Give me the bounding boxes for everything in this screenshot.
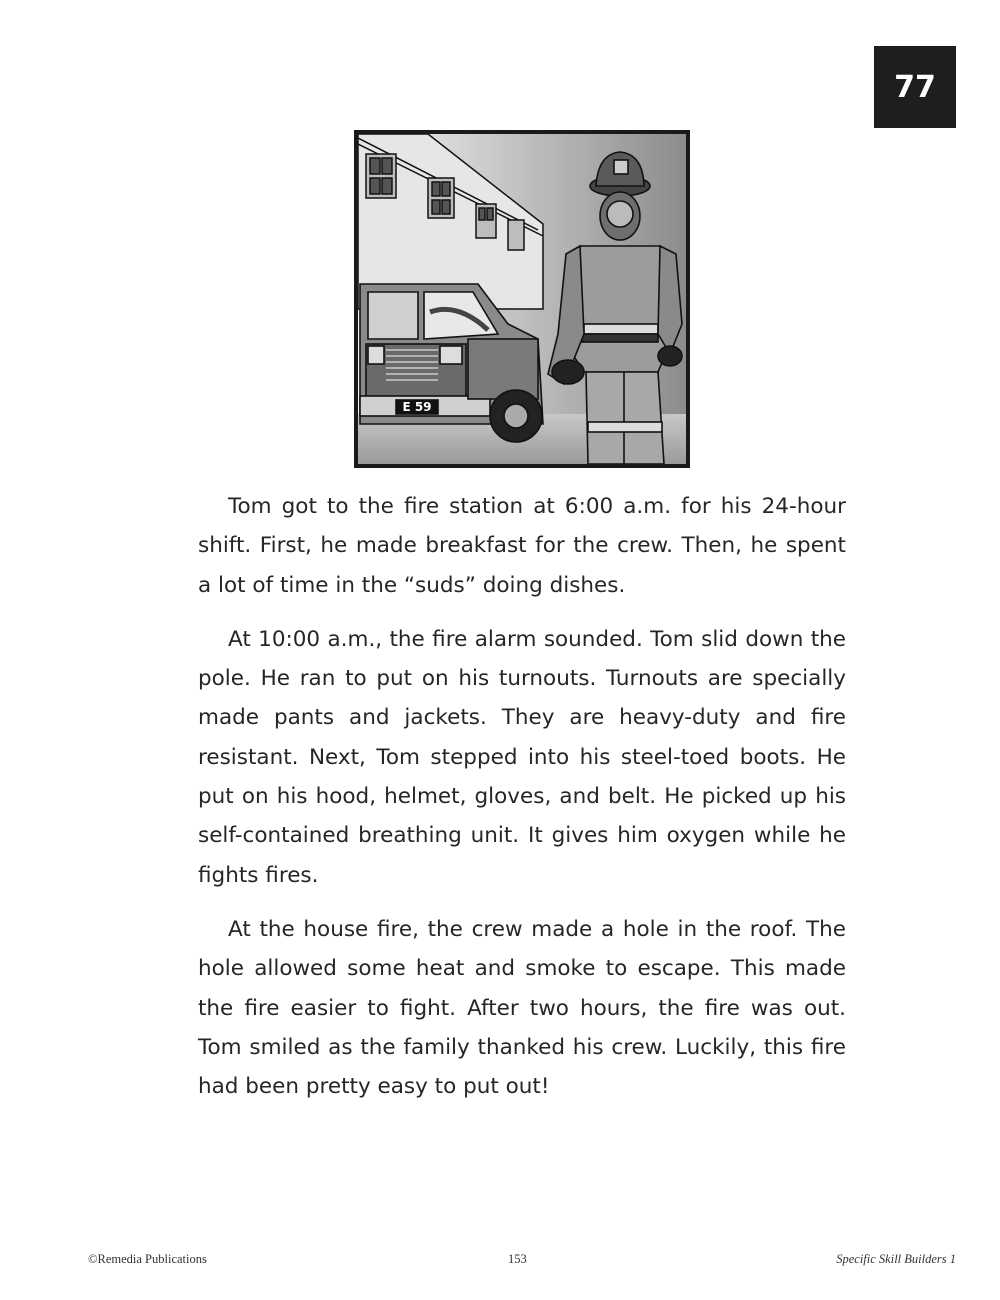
truck-plate-label: E 59 — [402, 400, 432, 414]
story-paragraph: Tom got to the fire station at 6:00 a.m. for his 24-hour shift. First, he made breakfast for the crew. Then, he spent a lot of time in the “suds” doing dishes. — [198, 494, 846, 598]
firefighter-illustration — [354, 130, 690, 468]
page-footer — [88, 1252, 958, 1272]
story-paragraph: At the house fire, the crew made a hole in the roof. The hole allowed some heat and smoke to escape. This made the fire easier to fight. After two hours, the fire was out. Tom smiled as the family thanked his crew. Luckily, this fire had been pretty easy to put out! — [198, 916, 846, 1100]
story-paragraph: At 10:00 a.m., the fire alarm sounded. Tom slid down the pole. He ran to put on his turnouts. Turnouts are specially made pants and jackets. They are heavy-duty and fire resistant. Next, Tom stepped into his steel-toed boots. He put on his hood, helmet, gloves, and belt. He picked up his self-contained breathing unit. It gives him oxygen while he fights fires. — [198, 626, 846, 888]
badge-number: 77 — [894, 69, 936, 105]
footer-series-title: Specific Skill Builders 1 — [836, 1252, 956, 1266]
page-number-badge — [874, 46, 956, 128]
footer-publisher: ©Remedia Publications — [88, 1252, 207, 1266]
firefighter-drawing — [358, 134, 686, 464]
story-text — [198, 487, 846, 1121]
footer-page-number: 153 — [508, 1252, 527, 1266]
